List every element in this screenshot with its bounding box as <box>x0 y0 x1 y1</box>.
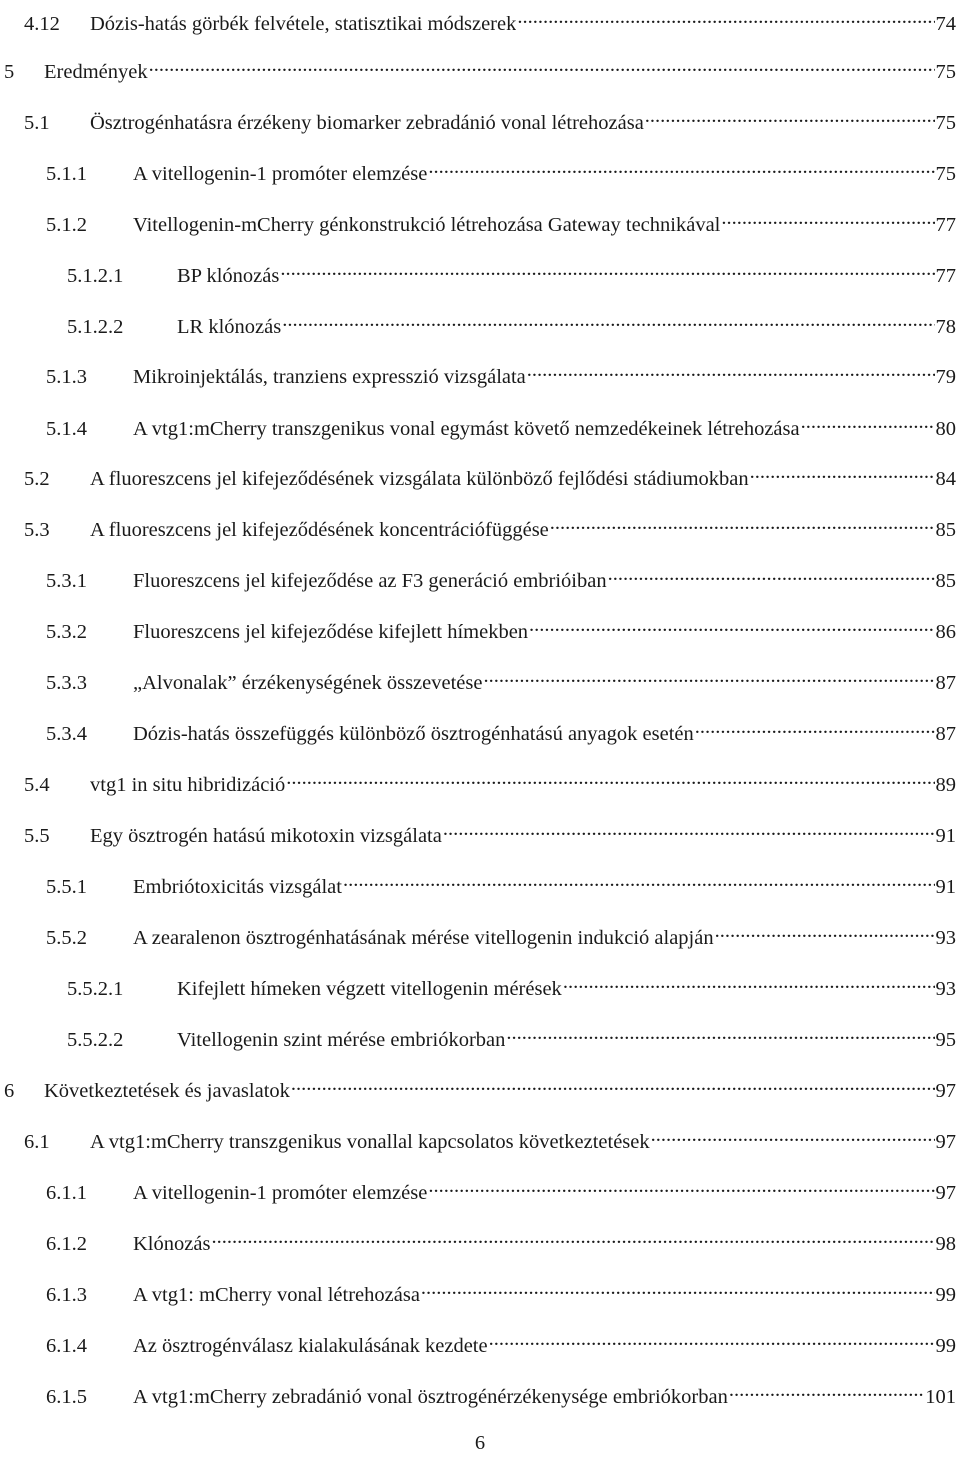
toc-entry-page: 75 <box>935 163 956 185</box>
toc-entry[interactable] <box>67 965 956 1000</box>
toc-entry-page: 97 <box>935 1131 956 1153</box>
toc-entry[interactable] <box>46 405 956 440</box>
toc-entry[interactable] <box>46 1169 956 1204</box>
toc-entry-title: Eredmények <box>44 61 148 83</box>
toc-entry-title: A vtg1:mCherry transzgenikus vonal egymást követő nemzedékeinek létrehozása <box>133 418 800 440</box>
toc-entry-page: 75 <box>935 61 956 83</box>
toc-dot-leader <box>343 863 935 893</box>
toc-entry-page: 85 <box>935 570 956 592</box>
toc-entry-page: 91 <box>935 876 956 898</box>
toc-entry-number: 5.1.2.2 <box>67 316 124 338</box>
toc-entry-number: 5.5.2.1 <box>67 978 124 1000</box>
toc-entry-page: 93 <box>935 978 956 1000</box>
toc-entry-number: 5.1.4 <box>46 418 87 440</box>
toc-entry-page: 91 <box>935 825 956 847</box>
toc-entry[interactable] <box>46 659 956 694</box>
toc-entry-title: A vtg1:mCherry transzgenikus vonallal kapcsolatos következtetések <box>90 1131 650 1153</box>
toc-entry-title: Fluoreszcens jel kifejeződése kifejlett hímekben <box>133 621 529 643</box>
toc-entry-number: 6.1.2 <box>46 1233 87 1255</box>
toc-dot-leader <box>211 1220 934 1250</box>
toc-entry[interactable] <box>46 150 956 185</box>
toc-entry-title: Ösztrogénhatásra érzékeny biomarker zebradánió vonal létrehozása <box>90 112 644 134</box>
toc-entry-page: 93 <box>935 927 956 949</box>
toc-entry-title: „Alvonalak” érzékenységének összevetése <box>133 672 483 694</box>
toc-entry[interactable] <box>67 1016 956 1051</box>
toc-entry-title: BP klónozás <box>177 265 280 287</box>
toc-dot-leader <box>645 99 935 129</box>
toc-entry[interactable] <box>24 812 956 847</box>
toc-entry-page: 98 <box>935 1233 956 1255</box>
toc-dot-leader <box>149 48 935 78</box>
toc-entry-title: A fluoreszcens jel kifejeződésének koncentrációfüggése <box>90 519 549 541</box>
toc-entry-title: Egy ösztrogén hatású mikotoxin vizsgálata <box>90 825 442 847</box>
toc-entry-number: 5.5.2 <box>46 927 87 949</box>
toc-entry-number: 5 <box>4 61 15 83</box>
toc-entry-page: 75 <box>935 112 956 134</box>
toc-entry-title: A vtg1: mCherry vonal létrehozása <box>133 1284 420 1306</box>
toc-entry-title: Klónozás <box>133 1233 211 1255</box>
toc-entry[interactable] <box>4 48 956 83</box>
toc-entry-title: Dózis-hatás összefüggés különböző ösztrogénhatású anyagok esetén <box>133 723 694 745</box>
toc-dot-leader <box>801 405 935 435</box>
toc-dot-leader <box>529 608 934 638</box>
toc-entry-number: 5.3 <box>24 519 50 541</box>
toc-dot-leader <box>715 914 935 944</box>
toc-entry-page: 77 <box>935 214 956 236</box>
toc-entry-title: Vitellogenin szint mérése embriókorban <box>177 1029 506 1051</box>
toc-dot-leader <box>527 353 935 383</box>
toc-entry[interactable] <box>46 1220 956 1255</box>
toc-dot-leader <box>291 1067 935 1097</box>
toc-entry[interactable] <box>24 455 956 490</box>
toc-entry[interactable] <box>46 710 956 745</box>
toc-entry[interactable] <box>24 1118 956 1153</box>
toc-entry[interactable] <box>46 914 956 949</box>
toc-entry-page: 80 <box>935 418 956 440</box>
toc-entry-title: Következtetések és javaslatok <box>44 1080 290 1102</box>
toc-entry-number: 5.3.4 <box>46 723 87 745</box>
toc-dot-leader <box>421 1271 935 1301</box>
toc-entry-number: 5.3.3 <box>46 672 87 694</box>
toc-entry-number: 4.12 <box>24 13 60 35</box>
toc-dot-leader <box>729 1373 924 1403</box>
toc-entry-title: A fluoreszcens jel kifejeződésének vizsgálata különböző fejlődési stádiumokban <box>90 468 749 490</box>
toc-dot-leader <box>489 1322 935 1352</box>
toc-entry[interactable] <box>46 353 956 388</box>
toc-entry-number: 5.1.2 <box>46 214 87 236</box>
toc-entry-page: 87 <box>935 672 956 694</box>
toc-entry-page: 87 <box>935 723 956 745</box>
toc-entry-page: 97 <box>935 1080 956 1102</box>
toc-entry-page: 77 <box>935 265 956 287</box>
toc-entry-title: Dózis-hatás görbék felvétele, statisztikai módszerek <box>90 13 517 35</box>
toc-entry-page: 79 <box>935 366 956 388</box>
toc-entry-title: A zearalenon ösztrogénhatásának mérése vitellogenin indukció alapján <box>133 927 714 949</box>
toc-entry-page: 74 <box>935 13 956 35</box>
toc-entry-number: 6.1.4 <box>46 1335 87 1357</box>
toc-entry-title: A vitellogenin-1 promóter elemzése <box>133 1182 428 1204</box>
toc-dot-leader <box>428 1169 934 1199</box>
toc-entry-page: 86 <box>935 621 956 643</box>
toc-entry-page: 95 <box>935 1029 956 1051</box>
toc-entry[interactable] <box>24 99 956 134</box>
toc-entry-number: 6.1.3 <box>46 1284 87 1306</box>
toc-dot-leader <box>286 761 934 791</box>
toc-entry[interactable] <box>46 1271 956 1306</box>
toc-entry-number: 5.1.3 <box>46 366 87 388</box>
toc-dot-leader <box>282 303 934 333</box>
toc-entry-number: 5.2 <box>24 468 50 490</box>
toc-entry-page: 85 <box>935 519 956 541</box>
toc-entry-page: 89 <box>935 774 956 796</box>
toc-dot-leader <box>428 150 934 180</box>
toc-entry-page: 101 <box>925 1386 956 1408</box>
toc-entry-title: LR klónozás <box>177 316 282 338</box>
toc-entry-title: A vtg1:mCherry zebradánió vonal ösztrogénérzékenysége embriókorban <box>133 1386 728 1408</box>
toc-dot-leader <box>280 252 934 282</box>
toc-entry-number: 5.1.1 <box>46 163 87 185</box>
toc-dot-leader <box>563 965 935 995</box>
toc-dot-leader <box>608 557 935 587</box>
page-number: 6 <box>474 1432 486 1454</box>
toc-entry[interactable] <box>46 1322 956 1357</box>
toc-entry[interactable] <box>46 557 956 592</box>
toc-dot-leader <box>695 710 935 740</box>
toc-entry-page: 78 <box>935 316 956 338</box>
toc-dot-leader <box>550 506 935 536</box>
toc-entry-title: Az ösztrogénválasz kialakulásának kezdete <box>133 1335 488 1357</box>
toc-entry-title: Vitellogenin-mCherry génkonstrukció létrehozása Gateway technikával <box>133 214 721 236</box>
toc-entry[interactable] <box>24 761 956 796</box>
toc-entry-title: A vitellogenin-1 promóter elemzése <box>133 163 428 185</box>
toc-dot-leader <box>721 201 934 231</box>
toc-entry-number: 5.1.2.1 <box>67 265 124 287</box>
toc-dot-leader <box>483 659 934 689</box>
toc-entry-number: 5.5 <box>24 825 50 847</box>
toc-entry-title: Fluoreszcens jel kifejeződése az F3 generáció embrióiban <box>133 570 607 592</box>
toc-entry-number: 6.1.1 <box>46 1182 87 1204</box>
toc-entry-page: 99 <box>935 1335 956 1357</box>
toc-entry[interactable] <box>24 506 956 541</box>
toc-entry-number: 5.3.1 <box>46 570 87 592</box>
toc-entry[interactable] <box>46 863 956 898</box>
toc-entry-number: 6.1 <box>24 1131 50 1153</box>
toc-entry-number: 5.3.2 <box>46 621 87 643</box>
toc-entry-title: vtg1 in situ hibridizáció <box>90 774 286 796</box>
toc-entry[interactable] <box>4 1067 956 1102</box>
toc-entry[interactable] <box>46 1373 956 1408</box>
toc-entry[interactable] <box>67 252 956 287</box>
toc-entry-page: 97 <box>935 1182 956 1204</box>
toc-entry[interactable] <box>46 608 956 643</box>
toc-entry[interactable] <box>24 0 956 35</box>
toc-entry-number: 5.4 <box>24 774 50 796</box>
toc-dot-leader <box>750 455 935 485</box>
toc-dot-leader <box>651 1118 935 1148</box>
toc-entry-page: 84 <box>935 468 956 490</box>
toc-entry[interactable] <box>67 303 956 338</box>
toc-entry-title: Kifejlett hímeken végzett vitellogenin mérések <box>177 978 562 1000</box>
toc-entry[interactable] <box>46 201 956 236</box>
toc-entry-number: 5.1 <box>24 112 50 134</box>
toc-dot-leader <box>506 1016 934 1046</box>
toc-entry-title: Mikroinjektálás, tranziens expresszió vizsgálata <box>133 366 526 388</box>
toc-entry-page: 99 <box>935 1284 956 1306</box>
toc-entry-number: 5.5.2.2 <box>67 1029 124 1051</box>
toc-entry-number: 6.1.5 <box>46 1386 87 1408</box>
toc-dot-leader <box>517 0 934 30</box>
toc-entry-number: 6 <box>4 1080 15 1102</box>
toc-entry-number: 5.5.1 <box>46 876 87 898</box>
toc-entry-title: Embriótoxicitás vizsgálat <box>133 876 342 898</box>
toc-dot-leader <box>443 812 935 842</box>
